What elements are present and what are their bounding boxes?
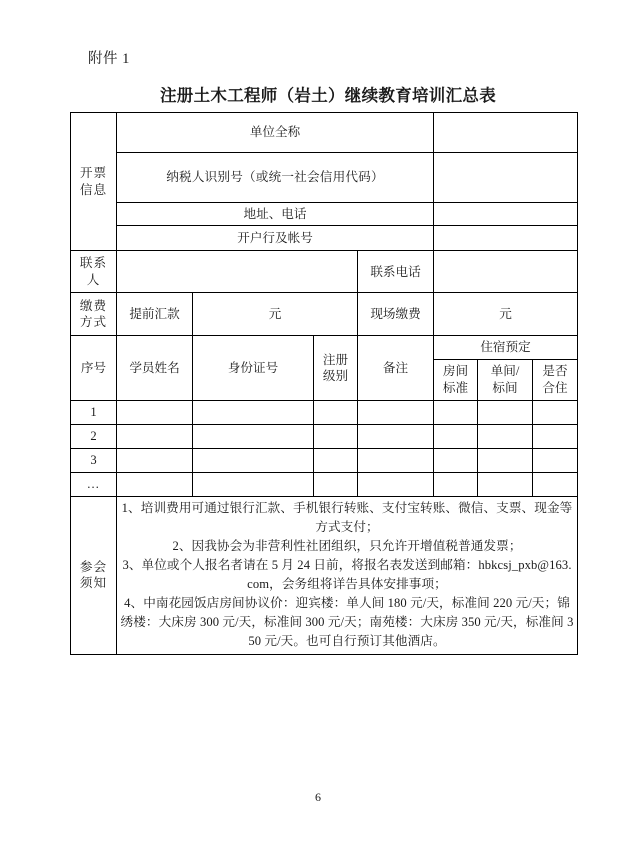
column-header-lodging-group: 住宿预定	[434, 336, 578, 359]
advance-transfer-label: 提前汇款	[117, 293, 193, 336]
column-header-reg-level-line1: 注册	[322, 352, 349, 367]
payment-method-label-line1: 缴费	[79, 298, 108, 313]
table-row	[71, 400, 578, 424]
row-name-field[interactable]	[117, 424, 193, 448]
contact-person-label-line1: 联系	[79, 256, 108, 271]
column-header-id-number: 身份证号	[193, 336, 314, 400]
contact-person-field[interactable]	[117, 251, 358, 293]
training-summary-table	[70, 112, 578, 655]
row-remark-field[interactable]	[358, 448, 434, 472]
column-header-name: 学员姓名	[117, 336, 193, 400]
row-name-field[interactable]	[117, 472, 193, 496]
notice-section-label-line1: 参会	[79, 559, 108, 574]
payment-method-label-line2: 方式	[79, 315, 108, 330]
table-header-row	[71, 336, 578, 359]
column-header-seq: 序号	[71, 336, 117, 400]
row-reg-level-field[interactable]	[314, 472, 358, 496]
taxpayer-id-field[interactable]	[434, 153, 578, 203]
notice-section-body	[117, 496, 578, 654]
address-phone-label: 地址、电话	[117, 203, 434, 226]
contact-phone-label: 联系电话	[358, 251, 434, 293]
row-reg-level-field[interactable]	[314, 424, 358, 448]
notice-section-label-line2: 须知	[79, 576, 108, 591]
attachment-label: 附件 1	[88, 51, 130, 67]
column-header-share-room	[533, 359, 578, 400]
row-share-room-field[interactable]	[533, 448, 578, 472]
column-header-share-room-line1: 是否	[542, 364, 568, 379]
invoice-section-label-line2: 信息	[79, 182, 108, 197]
row-remark-field[interactable]	[358, 424, 434, 448]
page-number: 6	[315, 790, 321, 804]
column-header-room-type	[478, 359, 533, 400]
taxpayer-id-label-text: 纳税人识别号（或统一社会信用代码）	[166, 170, 384, 185]
table-row	[71, 113, 578, 153]
company-name-field[interactable]	[434, 113, 578, 153]
row-seq: 1	[71, 400, 117, 424]
row-remark-field[interactable]	[358, 400, 434, 424]
column-header-reg-level	[314, 336, 358, 400]
column-header-share-room-line2: 合住	[542, 380, 568, 395]
row-remark-field[interactable]	[358, 472, 434, 496]
row-room-standard-field[interactable]	[434, 448, 478, 472]
onsite-payment-label: 现场缴费	[358, 293, 434, 336]
row-reg-level-field[interactable]	[314, 400, 358, 424]
row-seq: 2	[71, 424, 117, 448]
row-seq: 3	[71, 448, 117, 472]
taxpayer-id-label	[117, 153, 434, 203]
row-id-number-field[interactable]	[193, 472, 314, 496]
row-room-type-field[interactable]	[478, 424, 533, 448]
advance-transfer-amount-field[interactable]	[193, 293, 358, 336]
table-row	[71, 251, 578, 293]
row-room-type-field[interactable]	[478, 472, 533, 496]
table-row	[71, 153, 578, 203]
advance-transfer-unit: 元	[268, 307, 282, 322]
table-row	[71, 293, 578, 336]
column-header-remark: 备注	[358, 336, 434, 400]
row-reg-level-field[interactable]	[314, 448, 358, 472]
notice-item: 1、培训费用可通过银行汇款、手机银行转账、支付宝转账、微信、支票、现金等方式支付；	[121, 500, 573, 534]
bank-account-field[interactable]	[434, 226, 578, 251]
contact-person-label-line2: 人	[86, 272, 101, 287]
notice-item: 3、单位或个人报名者请在 5 月 24 日前，将报名表发送到邮箱：hbkcsj_pxb@163.com，会务组将详告具体安排事项；	[122, 557, 572, 592]
table-row	[71, 203, 578, 226]
contact-phone-field[interactable]	[434, 251, 578, 293]
row-id-number-field[interactable]	[193, 400, 314, 424]
table-row	[71, 472, 578, 496]
row-share-room-field[interactable]	[533, 424, 578, 448]
address-phone-field[interactable]	[434, 203, 578, 226]
row-id-number-field[interactable]	[193, 424, 314, 448]
bank-account-label: 开户行及帐号	[117, 226, 434, 251]
table-row	[71, 496, 578, 654]
column-header-room-type-line1: 单间/	[490, 364, 520, 379]
notice-item: 4、中南花园饭店房间协议价：迎宾楼：单人间 180 元/天，标准间 220 元/天；锦绣楼：大床房 300 元/天，标准间 300 元/天；南苑楼：大床房 350 元/天，标准间 350 元/天。也可自行预订其他酒店。	[120, 596, 574, 649]
row-room-type-field[interactable]	[478, 400, 533, 424]
row-room-standard-field[interactable]	[434, 424, 478, 448]
onsite-payment-unit: 元	[499, 307, 512, 322]
invoice-section-label	[71, 113, 117, 251]
payment-method-label	[71, 293, 117, 336]
notice-section-label	[71, 496, 117, 654]
row-room-standard-field[interactable]	[434, 472, 478, 496]
table-row	[71, 226, 578, 251]
row-room-type-field[interactable]	[478, 448, 533, 472]
column-header-room-standard-line2: 标准	[442, 380, 469, 395]
invoice-section-label-line1: 开票	[79, 166, 108, 181]
table-row	[71, 448, 578, 472]
row-share-room-field[interactable]	[533, 472, 578, 496]
notice-item: 2、因我协会为非营利性社团组织，只允许开增值税普通发票；	[172, 538, 522, 553]
row-room-standard-field[interactable]	[434, 400, 478, 424]
page-title: 注册土木工程师（岩土）继续教育培训汇总表	[160, 86, 496, 105]
contact-person-label	[71, 251, 117, 293]
row-name-field[interactable]	[117, 448, 193, 472]
table-row	[71, 424, 578, 448]
column-header-room-standard-line1: 房间	[442, 364, 469, 379]
row-seq: …	[71, 472, 117, 496]
row-id-number-field[interactable]	[193, 448, 314, 472]
onsite-payment-amount-field[interactable]	[434, 293, 578, 336]
row-share-room-field[interactable]	[533, 400, 578, 424]
company-name-label: 单位全称	[117, 113, 434, 153]
column-header-reg-level-line2: 级别	[322, 368, 349, 383]
column-header-room-type-line2: 标间	[492, 380, 518, 395]
row-name-field[interactable]	[117, 400, 193, 424]
column-header-room-standard	[434, 359, 478, 400]
